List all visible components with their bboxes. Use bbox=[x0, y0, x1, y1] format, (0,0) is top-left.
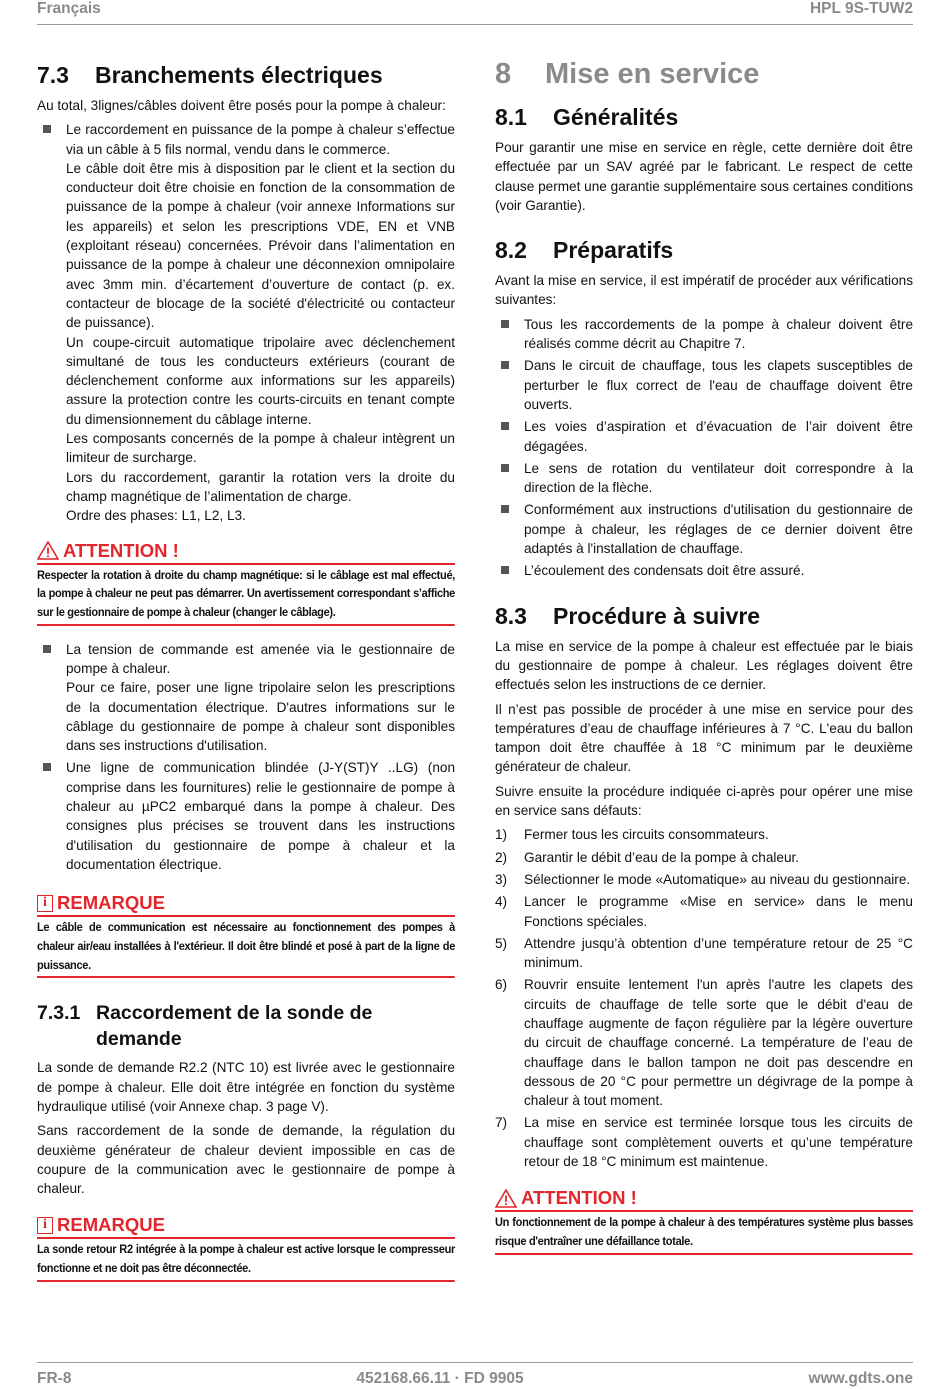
attention-title bbox=[37, 540, 455, 565]
square-bullet-icon bbox=[501, 320, 509, 328]
list-item-text: Le raccordement en puissance de la pompe à chaleur s’effectue via un câble à 5 fils normal, vendu dans le commerce. bbox=[66, 122, 455, 157]
square-bullet-icon bbox=[43, 763, 51, 771]
list-item bbox=[495, 561, 913, 580]
paragraph: Sans raccordement de la sonde de demande, la régulation du deuxième générateur de chaleur devient impossible en cas de coupure de la communication avec le gestionnaire de pompe à chaleur. bbox=[37, 1123, 455, 1197]
section-title: Préparatifs bbox=[553, 237, 674, 264]
website-link[interactable]: www.gdts.one bbox=[808, 1370, 913, 1387]
list-item bbox=[495, 356, 913, 414]
step-text: Garantir le débit d’eau de la pompe à chaleur. bbox=[524, 849, 800, 865]
remark-notice bbox=[37, 892, 455, 978]
header-language: Français bbox=[37, 0, 101, 17]
attention-notice bbox=[37, 540, 455, 626]
step-text: Sélectionner le mode «Automatique» au niveau du gestionnaire. bbox=[524, 871, 911, 887]
step-text: La mise en service est terminée lorsque tous les circuits de chauffage sont complètement ouverts et qu’une température retour de 18 °C minimum est maintenue. bbox=[524, 1115, 913, 1170]
warning-triangle-icon bbox=[495, 1189, 517, 1208]
section-title: Généralités bbox=[553, 104, 679, 130]
list-item-text: Les voies d’aspiration et d’évacuation de l’air doivent être dégagées. bbox=[524, 419, 913, 454]
list-item-text: Une ligne de communication blindée (J-Y(ST)Y ..LG) (non comprise dans les fournitures) relie le gestionnaire de pompe à chaleur au µPC2 embarqué dans la pompe à chaleur. Des consignes plus précises se trouvent dans les instructions d'utilisation du gestionnaire de pompe à chaleur et la documentation électrique. bbox=[66, 760, 455, 872]
paragraph: La sonde de demande R2.2 (NTC 10) est livrée avec le gestionnaire de pompe à chaleur. Elle doit être intégrée en fonction du système hydraulique utilisé (voir Annexe chap. 3 page V). bbox=[37, 1060, 455, 1114]
section-number: 7.3.1 bbox=[37, 1002, 81, 1025]
remark-label: REMARQUE bbox=[57, 1214, 165, 1236]
square-bullet-icon bbox=[501, 422, 509, 430]
step-text: Lancer le programme «Mise en service» dans le menu Fonctions spéciales. bbox=[524, 894, 913, 929]
paragraph: Il n’est pas possible de procéder à une mise en service pour des températures d’eau de chauffage inférieures à 7 °C. L'eau du ballon tampon doit être chauffée à 18 °C minimum par le deuxième générateur de chaleur. bbox=[495, 701, 913, 775]
list-item-text: Le câble doit être mis à disposition par le client et la section du conducteur doit être choisie en fonction de la consommation de puissance de la pompe à chaleur (voir annexe Informations sur les appareils) et selon les prescriptions VDE, EN et VNB (exploitant réseau) concernées. Prévoir dans l’alimentation en puissance de la pompe à chaleur une déconnexion omnipolaire avec 3mm min. d’écartement d’ouverture de contact (p. ex. contacteur de blocage de la société d'électricité ou contacteur de puissance). bbox=[66, 160, 455, 331]
section-title: Procédure à suivre bbox=[553, 602, 761, 629]
square-bullet-icon bbox=[501, 361, 509, 369]
info-icon: i bbox=[37, 895, 53, 912]
chapter-8-heading bbox=[495, 56, 913, 92]
step-item bbox=[495, 870, 913, 889]
list-item-text: Les composants concernés de la pompe à chaleur intègrent un limiteur de surcharge. bbox=[66, 431, 455, 466]
right-column bbox=[495, 60, 913, 1269]
square-bullet-icon bbox=[501, 566, 509, 574]
list-item bbox=[495, 459, 913, 498]
step-item bbox=[495, 1113, 913, 1171]
remark-notice bbox=[37, 1214, 455, 1281]
list-item-text: Dans le circuit de chauffage, tous les clapets susceptibles de perturber le flux correct de l'eau de chauffage doivent être ouverts. bbox=[524, 358, 913, 412]
info-icon: i bbox=[37, 1217, 53, 1234]
step-text: Fermer tous les circuits consommateurs. bbox=[524, 827, 769, 843]
list-item-text: Conformément aux instructions d'utilisation du gestionnaire de pompe à chaleur, les réglages de ce dernier doivent être adaptés à l'installation de chauffage. bbox=[524, 502, 913, 557]
section-title: Raccordement de la sonde de demande bbox=[96, 1002, 373, 1051]
step-number: 7) bbox=[495, 1115, 508, 1131]
attention-label: ATTENTION ! bbox=[521, 1187, 637, 1209]
section-8-1-heading bbox=[495, 102, 913, 132]
step-item bbox=[495, 825, 913, 844]
power-connection-list bbox=[37, 120, 455, 525]
section-title: Branchements électriques bbox=[95, 62, 383, 88]
list-item bbox=[495, 500, 913, 558]
list-item-text: L’écoulement des condensats doit être assuré. bbox=[524, 563, 805, 579]
paragraph: Avant la mise en service, il est impératif de procéder aux vérifications suivantes: bbox=[495, 273, 913, 308]
left-column bbox=[37, 60, 455, 1296]
step-number: 3) bbox=[495, 871, 508, 887]
step-text: Attendre jusqu’à obtention d’une température retour de 25 °C minimum. bbox=[524, 935, 913, 971]
attention-text: Respecter la rotation à droite du champ magnétique: si le câblage est mal effectué, la pompe à chaleur ne peut pas démarrer. Un avertissement correspondant s’affiche sur le gestionnaire de pompe à chaleur (changer le câblage). bbox=[37, 565, 455, 626]
remark-text: Le câble de communication est nécessaire au fonctionnement des pompes à chaleur air/eau installées à l'extérieur. Il doit être blindé et posé à part de la ligne de puissance. bbox=[37, 917, 455, 978]
section-8-3-heading bbox=[495, 601, 913, 631]
footer-divider bbox=[37, 1362, 913, 1363]
list-item-text: Lors du raccordement, garantir la rotation vers la droite du champ magnétique de l’alimentation de charge. bbox=[66, 469, 455, 504]
step-number: 5) bbox=[495, 935, 508, 951]
attention-label: ATTENTION ! bbox=[63, 539, 179, 561]
section-8-2-heading bbox=[495, 235, 913, 265]
page-number: FR-8 bbox=[37, 1370, 72, 1387]
attention-title bbox=[495, 1187, 913, 1212]
preparation-checklist bbox=[495, 315, 913, 581]
list-item bbox=[37, 758, 455, 874]
list-item-text: Tous les raccordements de la pompe à chaleur doivent être réalisés comme décrit au Chapitre 7. bbox=[524, 316, 913, 352]
remark-text: La sonde retour R2 intégrée à la pompe à chaleur est active lorsque le compresseur fonctionne et ne doit pas être déconnectée. bbox=[37, 1239, 455, 1281]
step-item bbox=[495, 848, 913, 867]
section-7-3-1-heading bbox=[37, 1000, 455, 1052]
square-bullet-icon bbox=[43, 125, 51, 133]
step-number: 6) bbox=[495, 977, 508, 993]
list-item bbox=[495, 315, 913, 354]
control-voltage-list bbox=[37, 640, 455, 875]
step-number: 1) bbox=[495, 827, 508, 843]
attention-notice bbox=[495, 1187, 913, 1254]
list-item-text: Le sens de rotation du ventilateur doit correspondre à la direction de la flèche. bbox=[524, 460, 913, 496]
square-bullet-icon bbox=[501, 505, 509, 513]
document-reference: 452168.66.11 · FD 9905 bbox=[356, 1370, 524, 1387]
list-item-text: Ordre des phases: L1, L2, L3. bbox=[66, 508, 246, 524]
chapter-title: Mise en service bbox=[545, 58, 760, 90]
square-bullet-icon bbox=[43, 645, 51, 653]
paragraph: Pour garantir une mise en service en règle, cette dernière doit être effectuée par un SAV agréé par le fabricant. Le respect de cette clause permet une garantie supplémentaire sous certaines conditions (voir Garantie). bbox=[495, 140, 913, 213]
step-item bbox=[495, 975, 913, 1110]
paragraph: La mise en service de la pompe à chaleur est effectuée par le biais du gestionnaire de pompe à chaleur. Les réglages doivent être effectués selon les instructions de ce dernier. bbox=[495, 638, 913, 693]
square-bullet-icon bbox=[501, 464, 509, 472]
section-number: 8.1 bbox=[495, 104, 527, 130]
list-item-text: Un coupe-circuit automatique tripolaire avec déclenchement simultané de tous les conducteurs extérieurs (courant de déclenchement conforme aux informations sur les appareils) assure la protection contre les courts-circuits en tenant compte du dimensionnement du câblage interne. bbox=[66, 334, 455, 427]
attention-text: Un fonctionnement de la pompe à chaleur à des températures système plus basses risque d'entraîner une défaillance totale. bbox=[495, 1212, 913, 1254]
section-number: 8.3 bbox=[495, 602, 527, 629]
header-divider bbox=[37, 24, 913, 25]
step-item bbox=[495, 934, 913, 973]
page-footer bbox=[37, 1370, 913, 1388]
commissioning-steps bbox=[495, 825, 913, 1171]
list-item bbox=[37, 120, 455, 525]
step-number: 2) bbox=[495, 849, 508, 865]
step-text: Rouvrir ensuite lentement l'un après l'autre les clapets des circuits de chauffage de telle sorte que le débit d'eau de chauffage augmente de façon régulière par la légère ouverture du circuit de chauffage concerné. La température de l’eau de chauffage dans le ballon tampon ne doit pas descendre en dessous de 20 °C pour permettre un dégivrage de la pompe à chaleur à tout moment. bbox=[524, 977, 913, 1109]
chapter-number: 8 bbox=[495, 58, 512, 90]
paragraph: Suivre ensuite la procédure indiquée ci-après pour opérer une mise en service sans défauts: bbox=[495, 783, 913, 819]
header-model: HPL 9S-TUW2 bbox=[809, 0, 913, 17]
list-item bbox=[495, 417, 913, 456]
list-item-text: La tension de commande est amenée via le gestionnaire de pompe à chaleur. bbox=[66, 641, 455, 676]
step-number: 4) bbox=[495, 894, 508, 910]
list-item-text: Pour ce faire, poser une ligne tripolaire selon les prescriptions de la documentation électrique. D'autres informations sur le câblage du gestionnaire de pompe à chaleur sont disponibles dans ses instructions d'utilisation. bbox=[66, 680, 455, 754]
section-7-3-intro: Au total, 3lignes/câbles doivent être posés pour la pompe à chaleur: bbox=[37, 98, 446, 113]
warning-triangle-icon bbox=[37, 541, 59, 560]
list-item bbox=[37, 640, 455, 756]
remark-label: REMARQUE bbox=[57, 892, 165, 914]
step-item bbox=[495, 892, 913, 931]
section-7-3-heading bbox=[37, 60, 455, 90]
section-number: 7.3 bbox=[37, 62, 69, 88]
section-number: 8.2 bbox=[495, 237, 527, 264]
remark-title bbox=[37, 892, 455, 917]
page-header bbox=[37, 0, 913, 26]
remark-title bbox=[37, 1214, 455, 1239]
